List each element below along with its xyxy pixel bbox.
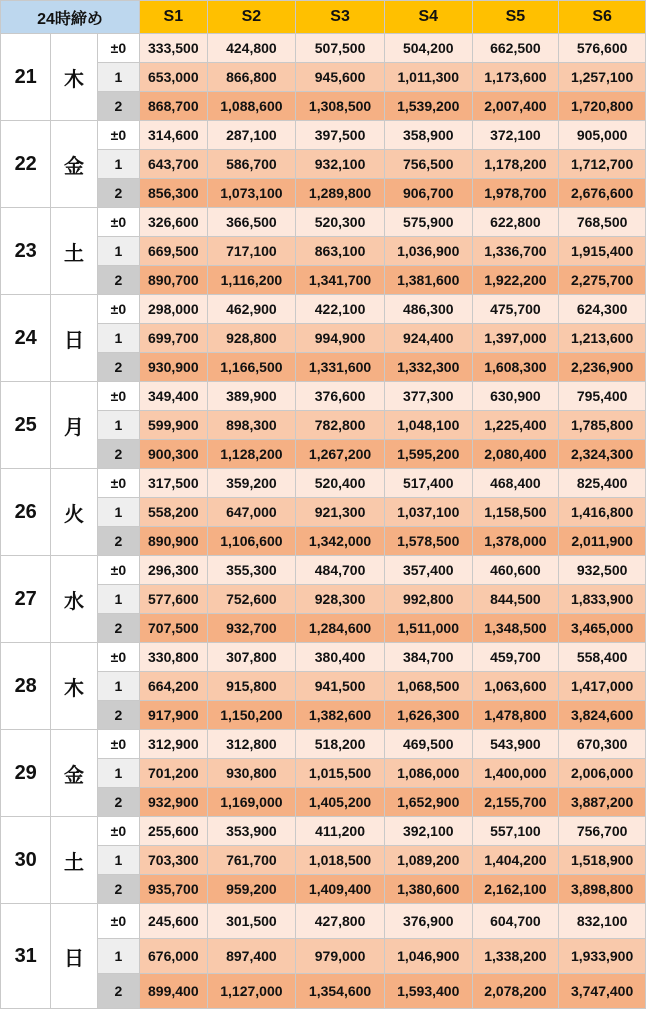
value-cell: 245,600 [140,904,208,939]
value-cell: 333,500 [140,34,208,63]
value-cell: 1,015,500 [296,759,385,788]
table-row [1,295,646,324]
level-cell: 1 [97,672,139,701]
value-cell: 782,800 [296,411,385,440]
value-cell: 1,036,900 [384,237,472,266]
value-cell: 928,800 [207,324,296,353]
level-cell: 2 [97,788,139,817]
level-cell: ±0 [97,556,139,585]
value-cell: 517,400 [384,469,472,498]
weekday-cell: 木 [51,34,97,121]
level-cell: 1 [97,939,139,974]
value-cell: 1,978,700 [472,179,559,208]
value-cell: 1,267,200 [296,440,385,469]
value-cell: 1,578,500 [384,527,472,556]
value-cell: 1,063,600 [472,672,559,701]
value-cell: 312,900 [140,730,208,759]
value-cell: 469,500 [384,730,472,759]
value-cell: 1,400,000 [472,759,559,788]
column-header: S1 [140,1,208,34]
value-cell: 624,300 [559,295,646,324]
value-cell: 676,000 [140,939,208,974]
value-cell: 330,800 [140,643,208,672]
value-cell: 662,500 [472,34,559,63]
value-cell: 3,887,200 [559,788,646,817]
value-cell: 518,200 [296,730,385,759]
level-cell: ±0 [97,208,139,237]
value-cell: 1,336,700 [472,237,559,266]
table-row [1,121,646,150]
level-cell: 1 [97,237,139,266]
level-cell: 2 [97,266,139,295]
table-row [1,730,646,759]
weekday-cell: 金 [51,121,97,208]
weekday-cell: 土 [51,208,97,295]
value-cell: 622,800 [472,208,559,237]
value-cell: 1,289,800 [296,179,385,208]
weekday-cell: 金 [51,730,97,817]
value-cell: 1,046,900 [384,939,472,974]
value-cell: 507,500 [296,34,385,63]
value-cell: 1,652,900 [384,788,472,817]
value-cell: 2,007,400 [472,92,559,121]
table-row [1,411,646,440]
level-cell: ±0 [97,382,139,411]
value-cell: 1,922,200 [472,266,559,295]
value-cell: 558,400 [559,643,646,672]
value-cell: 3,465,000 [559,614,646,643]
value-cell: 1,380,600 [384,875,472,904]
value-cell: 1,712,700 [559,150,646,179]
level-cell: ±0 [97,643,139,672]
table-row [1,939,646,974]
value-cell: 353,900 [207,817,296,846]
value-cell: 670,300 [559,730,646,759]
date-cell: 30 [1,817,51,904]
level-cell: 1 [97,759,139,788]
weekday-cell: 木 [51,643,97,730]
level-cell: 1 [97,63,139,92]
table-row [1,846,646,875]
level-cell: 2 [97,701,139,730]
value-cell: 475,700 [472,295,559,324]
value-cell: 703,300 [140,846,208,875]
value-cell: 930,800 [207,759,296,788]
value-cell: 752,600 [207,585,296,614]
value-cell: 1,086,000 [384,759,472,788]
value-cell: 1,088,600 [207,92,296,121]
table-row [1,672,646,701]
value-cell: 307,800 [207,643,296,672]
value-cell: 586,700 [207,150,296,179]
table-row [1,440,646,469]
value-cell: 1,381,600 [384,266,472,295]
value-cell: 1,332,300 [384,353,472,382]
level-cell: ±0 [97,904,139,939]
value-cell: 377,300 [384,382,472,411]
level-cell: 1 [97,150,139,179]
table-row [1,179,646,208]
value-cell: 255,600 [140,817,208,846]
value-cell: 384,700 [384,643,472,672]
value-cell: 1,378,000 [472,527,559,556]
value-cell: 2,162,100 [472,875,559,904]
table-row [1,585,646,614]
value-cell: 1,073,100 [207,179,296,208]
level-cell: ±0 [97,730,139,759]
value-cell: 795,400 [559,382,646,411]
value-cell: 1,539,200 [384,92,472,121]
level-cell: ±0 [97,295,139,324]
weekday-cell: 日 [51,295,97,382]
value-cell: 349,400 [140,382,208,411]
value-cell: 1,342,000 [296,527,385,556]
value-cell: 921,300 [296,498,385,527]
value-cell: 599,900 [140,411,208,440]
value-cell: 1,284,600 [296,614,385,643]
column-header: S4 [384,1,472,34]
value-cell: 486,300 [384,295,472,324]
weekday-cell: 水 [51,556,97,643]
value-cell: 314,600 [140,121,208,150]
level-cell: 2 [97,974,139,1009]
column-header: S2 [207,1,296,34]
value-cell: 376,900 [384,904,472,939]
date-cell: 23 [1,208,51,295]
value-cell: 756,500 [384,150,472,179]
column-header: S6 [559,1,646,34]
value-cell: 1,048,100 [384,411,472,440]
level-cell: 1 [97,498,139,527]
value-cell: 992,800 [384,585,472,614]
value-cell: 2,011,900 [559,527,646,556]
value-cell: 699,700 [140,324,208,353]
value-cell: 2,155,700 [472,788,559,817]
value-cell: 2,275,700 [559,266,646,295]
value-cell: 768,500 [559,208,646,237]
value-cell: 917,900 [140,701,208,730]
value-cell: 1,128,200 [207,440,296,469]
value-cell: 504,200 [384,34,472,63]
value-cell: 1,018,500 [296,846,385,875]
value-cell: 1,106,600 [207,527,296,556]
value-cell: 397,500 [296,121,385,150]
value-cell: 924,400 [384,324,472,353]
value-cell: 1,416,800 [559,498,646,527]
value-cell: 647,000 [207,498,296,527]
value-cell: 1,089,200 [384,846,472,875]
value-cell: 1,173,600 [472,63,559,92]
column-header: S3 [296,1,385,34]
table-row [1,266,646,295]
value-cell: 372,100 [472,121,559,150]
column-header: S5 [472,1,559,34]
value-cell: 932,900 [140,788,208,817]
value-cell: 899,400 [140,974,208,1009]
value-cell: 2,080,400 [472,440,559,469]
value-cell: 459,700 [472,643,559,672]
value-cell: 427,800 [296,904,385,939]
value-cell: 941,500 [296,672,385,701]
level-cell: 2 [97,179,139,208]
value-cell: 1,257,100 [559,63,646,92]
level-cell: 2 [97,875,139,904]
date-cell: 31 [1,904,51,1009]
value-cell: 575,900 [384,208,472,237]
weekday-cell: 月 [51,382,97,469]
value-cell: 932,500 [559,556,646,585]
table-row [1,63,646,92]
closing-time-header: 24時締め [1,1,140,34]
value-cell: 357,400 [384,556,472,585]
value-cell: 2,236,900 [559,353,646,382]
date-cell: 26 [1,469,51,556]
date-cell: 29 [1,730,51,817]
value-cell: 1,338,200 [472,939,559,974]
value-cell: 312,800 [207,730,296,759]
table-row [1,382,646,411]
weekday-cell: 土 [51,817,97,904]
value-cell: 1,341,700 [296,266,385,295]
value-cell: 2,324,300 [559,440,646,469]
value-cell: 979,000 [296,939,385,974]
table-row [1,788,646,817]
value-cell: 1,158,500 [472,498,559,527]
value-cell: 1,213,600 [559,324,646,353]
value-cell: 468,400 [472,469,559,498]
value-cell: 1,478,800 [472,701,559,730]
value-cell: 707,500 [140,614,208,643]
value-cell: 1,933,900 [559,939,646,974]
value-cell: 890,900 [140,527,208,556]
level-cell: 1 [97,585,139,614]
value-cell: 1,354,600 [296,974,385,1009]
value-cell: 1,404,200 [472,846,559,875]
value-cell: 664,200 [140,672,208,701]
table-row [1,875,646,904]
table-row [1,150,646,179]
value-cell: 366,500 [207,208,296,237]
value-cell: 411,200 [296,817,385,846]
table-row [1,208,646,237]
level-cell: ±0 [97,817,139,846]
value-cell: 380,400 [296,643,385,672]
table-row [1,817,646,846]
table-row [1,701,646,730]
value-cell: 358,900 [384,121,472,150]
value-cell: 1,518,900 [559,846,646,875]
value-cell: 701,200 [140,759,208,788]
value-cell: 317,500 [140,469,208,498]
value-cell: 1,511,000 [384,614,472,643]
value-cell: 1,127,000 [207,974,296,1009]
value-cell: 520,300 [296,208,385,237]
value-cell: 1,595,200 [384,440,472,469]
value-cell: 935,700 [140,875,208,904]
date-cell: 24 [1,295,51,382]
value-cell: 669,500 [140,237,208,266]
value-cell: 604,700 [472,904,559,939]
value-cell: 3,898,800 [559,875,646,904]
value-cell: 298,000 [140,295,208,324]
value-cell: 1,593,400 [384,974,472,1009]
value-cell: 484,700 [296,556,385,585]
value-cell: 2,676,600 [559,179,646,208]
value-cell: 3,747,400 [559,974,646,1009]
value-cell: 863,100 [296,237,385,266]
value-cell: 653,000 [140,63,208,92]
weekday-cell: 日 [51,904,97,1009]
value-cell: 359,200 [207,469,296,498]
table-row [1,498,646,527]
value-cell: 2,006,000 [559,759,646,788]
value-cell: 301,500 [207,904,296,939]
value-cell: 577,600 [140,585,208,614]
value-cell: 945,600 [296,63,385,92]
weekday-cell: 火 [51,469,97,556]
value-cell: 905,000 [559,121,646,150]
level-cell: 2 [97,440,139,469]
table-row [1,556,646,585]
value-cell: 1,308,500 [296,92,385,121]
table-row [1,974,646,1009]
value-cell: 906,700 [384,179,472,208]
value-cell: 1,785,800 [559,411,646,440]
value-cell: 717,100 [207,237,296,266]
level-cell: ±0 [97,121,139,150]
value-cell: 376,600 [296,382,385,411]
value-cell: 1,417,000 [559,672,646,701]
value-cell: 1,331,600 [296,353,385,382]
table-row [1,643,646,672]
table-row [1,92,646,121]
date-cell: 25 [1,382,51,469]
value-cell: 1,409,400 [296,875,385,904]
value-cell: 462,900 [207,295,296,324]
value-cell: 1,116,200 [207,266,296,295]
value-cell: 1,348,500 [472,614,559,643]
value-cell: 900,300 [140,440,208,469]
value-cell: 1,011,300 [384,63,472,92]
value-cell: 1,833,900 [559,585,646,614]
table-row [1,353,646,382]
table-row [1,904,646,939]
date-cell: 28 [1,643,51,730]
value-cell: 1,626,300 [384,701,472,730]
value-cell: 844,500 [472,585,559,614]
value-cell: 1,166,500 [207,353,296,382]
value-cell: 994,900 [296,324,385,353]
value-cell: 856,300 [140,179,208,208]
value-cell: 326,600 [140,208,208,237]
date-cell: 27 [1,556,51,643]
table-row [1,527,646,556]
value-cell: 756,700 [559,817,646,846]
value-cell: 868,700 [140,92,208,121]
value-cell: 1,169,000 [207,788,296,817]
value-cell: 897,400 [207,939,296,974]
table-row [1,759,646,788]
table-row [1,34,646,63]
table-body [1,34,646,1009]
table-row [1,324,646,353]
value-cell: 460,600 [472,556,559,585]
level-cell: 1 [97,411,139,440]
date-cell: 22 [1,121,51,208]
value-cell: 630,900 [472,382,559,411]
level-cell: 1 [97,846,139,875]
value-cell: 1,720,800 [559,92,646,121]
value-cell: 932,100 [296,150,385,179]
value-cell: 1,397,000 [472,324,559,353]
value-cell: 1,608,300 [472,353,559,382]
level-cell: 1 [97,324,139,353]
table-row [1,237,646,266]
value-cell: 355,300 [207,556,296,585]
value-cell: 1,178,200 [472,150,559,179]
level-cell: 2 [97,527,139,556]
table-row [1,614,646,643]
value-cell: 424,800 [207,34,296,63]
value-cell: 392,100 [384,817,472,846]
value-cell: 1,037,100 [384,498,472,527]
value-cell: 1,225,400 [472,411,559,440]
value-cell: 389,900 [207,382,296,411]
value-cell: 890,700 [140,266,208,295]
value-cell: 422,100 [296,295,385,324]
value-cell: 959,200 [207,875,296,904]
value-cell: 576,600 [559,34,646,63]
level-cell: ±0 [97,34,139,63]
value-cell: 832,100 [559,904,646,939]
value-cell: 1,068,500 [384,672,472,701]
value-cell: 930,900 [140,353,208,382]
level-cell: ±0 [97,469,139,498]
value-cell: 866,800 [207,63,296,92]
value-cell: 932,700 [207,614,296,643]
value-cell: 928,300 [296,585,385,614]
value-cell: 287,100 [207,121,296,150]
value-cell: 643,700 [140,150,208,179]
value-cell: 1,382,600 [296,701,385,730]
value-cell: 1,915,400 [559,237,646,266]
value-cell: 898,300 [207,411,296,440]
value-cell: 3,824,600 [559,701,646,730]
value-cell: 1,150,200 [207,701,296,730]
value-cell: 558,200 [140,498,208,527]
value-cell: 915,800 [207,672,296,701]
value-cell: 296,300 [140,556,208,585]
value-cell: 1,405,200 [296,788,385,817]
level-cell: 2 [97,614,139,643]
value-cell: 825,400 [559,469,646,498]
value-cell: 2,078,200 [472,974,559,1009]
table-row [1,469,646,498]
value-cell: 543,900 [472,730,559,759]
value-cell: 557,100 [472,817,559,846]
level-cell: 2 [97,92,139,121]
value-cell: 520,400 [296,469,385,498]
value-cell: 761,700 [207,846,296,875]
date-cell: 21 [1,34,51,121]
level-cell: 2 [97,353,139,382]
